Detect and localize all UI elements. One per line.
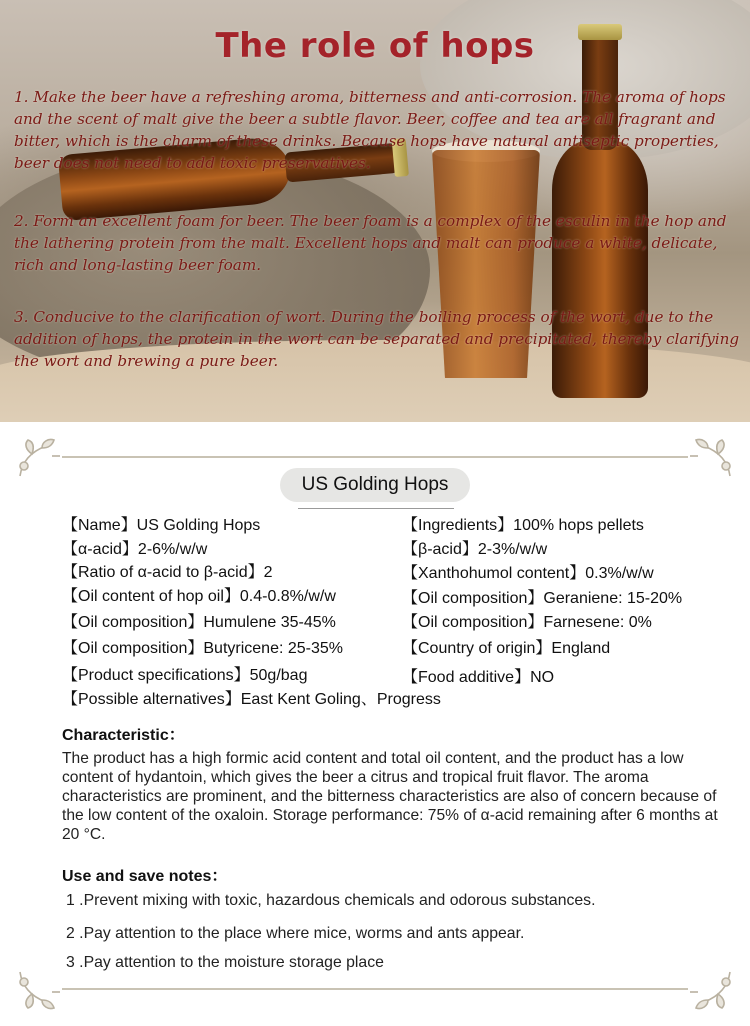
spec-product-spec: 【Product specifications】50g/bag (62, 667, 308, 684)
spec-ingredients: 【Ingredients】100% hops pellets (402, 517, 644, 534)
hero-paragraph-2: 2. Form an excellent foam for beer. The beer foam is a complex of the esculin in the hop and the lathering protein from the malt. Excellent hops and malt can produce a white, delicate, rich and long-lasting beer foam. (14, 212, 727, 274)
floral-corner-ornament-icon (12, 432, 62, 482)
spec-name: 【Name】US Golding Hops (62, 517, 261, 534)
hero-banner (0, 0, 750, 422)
hero-paragraph-1: 1. Make the beer have a refreshing aroma, bitterness and anti-corrosion. The aroma of hops and the scent of malt give the beer a subtle flavor. Beer, coffee and tea are all fragrant and bitter, which is the charm of these drinks. Because hops have natural antiseptic properties, beer does not need to add toxic preservatives. (14, 88, 726, 172)
note-item-2: 2 .Pay attention to the place where mice, worms and ants appear. (66, 925, 525, 942)
spec-oil-farnesene: 【Oil composition】Farnesene: 0% (402, 614, 652, 631)
hero-title: The role of hops (215, 26, 535, 66)
spec-oil-butyricene: 【Oil composition】Butyricene: 25-35% (62, 640, 344, 657)
spec-alpha-acid: 【α-acid】2-6%/w/w (62, 541, 208, 558)
product-title-badge: US Golding Hops (280, 468, 470, 502)
spec-oil-humulene: 【Oil composition】Humulene 35-45% (62, 614, 336, 631)
notes-heading: Use and save notes： (62, 868, 228, 885)
floral-corner-ornament-icon (12, 966, 62, 1016)
spec-alternatives: 【Possible alternatives】East Kent Goling、Progress (62, 691, 441, 708)
characteristic-heading: Characteristic： (62, 727, 185, 744)
note-item-3: 3 .Pay attention to the moisture storage place (66, 954, 384, 971)
floral-corner-ornament-icon (688, 432, 738, 482)
characteristic-body: The product has a high formic acid content and total oil content, and the product has a low content of hydantoin, which gives the beer a citrus and tropical fruit flavor. The aroma characteristics are prominent, and the bitterness characteristics are also of concern because of the low content of the oxaloin. Storage performance: 75% of α-acid remaining after 6 months at 20 °C. (62, 750, 718, 843)
spec-xanthohumol: 【Xanthohumol content】0.3%/w/w (402, 565, 654, 582)
hero-paragraph-3: 3. Conducive to the clarification of wort. During the boiling process of the wort, due to the addition of hops, the protein in the wort can be separated and precipitated, thereby clarifying the wort and brewing a pure beer. (14, 308, 740, 370)
spec-country-of-origin: 【Country of origin】England (402, 640, 611, 657)
spec-beta-acid: 【β-acid】2-3%/w/w (402, 541, 548, 558)
note-item-1: 1 .Prevent mixing with toxic, hazardous chemicals and odorous substances. (66, 892, 596, 909)
spec-acid-ratio: 【Ratio of α-acid to β-acid】2 (62, 564, 273, 581)
spec-food-additive: 【Food additive】NO (402, 669, 555, 686)
spec-oil-geraniene: 【Oil composition】Geraniene: 15-20% (402, 590, 683, 607)
product-info-section (0, 422, 750, 1026)
title-underline (298, 508, 454, 509)
spec-oil-content: 【Oil content of hop oil】0.4-0.8%/w/w (62, 588, 336, 605)
frame-divider-bottom (62, 988, 688, 990)
floral-corner-ornament-icon (688, 966, 738, 1016)
frame-divider-top (62, 456, 688, 458)
